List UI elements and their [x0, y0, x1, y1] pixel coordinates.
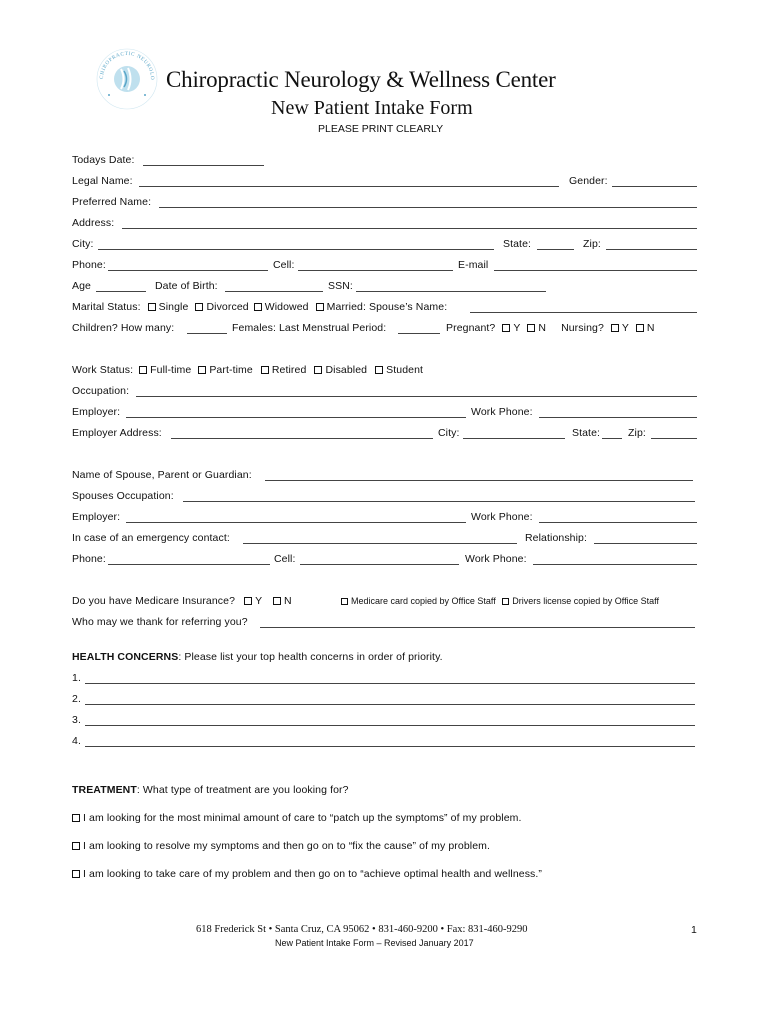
- city-field[interactable]: [98, 249, 494, 250]
- employer-state-label: State:: [572, 427, 601, 439]
- employer-field[interactable]: [126, 417, 466, 418]
- print-clearly-note: PLEASE PRINT CLEARLY: [318, 123, 444, 135]
- medicare-yes[interactable]: [244, 595, 262, 607]
- license-copied-label: Drivers license copied by Office Staff: [512, 596, 659, 606]
- gender-label: Gender:: [569, 175, 608, 187]
- center-logo: [95, 47, 159, 111]
- health-concerns-heading-row: [72, 651, 443, 663]
- ssn-label: SSN:: [328, 280, 353, 292]
- single-label: Single: [158, 301, 189, 313]
- preferred-name-label: Preferred Name:: [72, 196, 152, 208]
- disabled-option[interactable]: [314, 364, 367, 376]
- email-field[interactable]: [494, 270, 697, 271]
- license-copied-checkbox[interactable]: [502, 598, 509, 605]
- disabled-label: Disabled: [325, 364, 368, 376]
- disabled-checkbox[interactable]: [314, 366, 322, 374]
- divorced-option[interactable]: [195, 301, 248, 313]
- spouse-occupation-field[interactable]: [183, 501, 695, 502]
- treatment-question: : What type of treatment are you looking for?: [136, 784, 349, 796]
- part-time-option[interactable]: [198, 364, 253, 376]
- student-label: Student: [386, 364, 424, 376]
- age-field[interactable]: [96, 291, 146, 292]
- medicare-yes-checkbox[interactable]: [244, 597, 252, 605]
- nursing-yes[interactable]: [611, 322, 629, 334]
- nursing-no[interactable]: [636, 322, 655, 334]
- nursing-no-checkbox[interactable]: [636, 324, 644, 332]
- emergency-contact-field[interactable]: [243, 543, 517, 544]
- license-copied-option[interactable]: [502, 596, 659, 606]
- full-time-checkbox[interactable]: [139, 366, 147, 374]
- pregnant-yes-label: Y: [513, 322, 521, 334]
- address-field[interactable]: [122, 228, 697, 229]
- phone-label: Phone:: [72, 259, 106, 271]
- retired-option[interactable]: [261, 364, 307, 376]
- health-item-1-label: 1.: [72, 672, 81, 684]
- occupation-label: Occupation:: [72, 385, 130, 397]
- children-field[interactable]: [187, 333, 227, 334]
- marital-status-row: [72, 301, 447, 313]
- divorced-label: Divorced: [206, 301, 249, 313]
- emergency-work-phone-field[interactable]: [533, 564, 697, 565]
- footer-address: 618 Frederick St • Santa Cruz, CA 95062 • 831-460-9200 • Fax: 831-460-9290: [196, 924, 528, 935]
- marital-status-label: Marital Status:: [72, 301, 141, 313]
- office-staff-row: [341, 596, 659, 606]
- work-phone-label: Work Phone:: [471, 406, 533, 418]
- spouse-employer-field[interactable]: [126, 522, 466, 523]
- legal-name-label: Legal Name:: [72, 175, 133, 187]
- treatment-option-3-checkbox[interactable]: [72, 870, 80, 878]
- health-concerns-heading: HEALTH CONCERNS: [72, 651, 179, 663]
- health-item-2-label: 2.: [72, 693, 81, 705]
- single-option[interactable]: [148, 301, 189, 313]
- pregnant-yes[interactable]: [502, 322, 520, 334]
- treatment-option-3[interactable]: [72, 868, 542, 880]
- employer-zip-label: Zip:: [628, 427, 646, 439]
- medicare-copied-checkbox[interactable]: [341, 598, 348, 605]
- pregnant-no-label: N: [538, 322, 547, 334]
- nursing-no-label: N: [646, 322, 655, 334]
- treatment-heading-row: [72, 784, 349, 796]
- lmp-label: Females: Last Menstrual Period:: [232, 322, 387, 334]
- health-item-3-field[interactable]: [85, 725, 695, 726]
- medicare-yes-label: Y: [255, 595, 262, 607]
- cell-field[interactable]: [298, 270, 453, 271]
- emergency-cell-label: Cell:: [274, 553, 296, 565]
- work-status-row: [72, 364, 423, 376]
- gender-field[interactable]: [612, 186, 697, 187]
- part-time-label: Part-time: [209, 364, 253, 376]
- spouse-work-phone-field[interactable]: [539, 522, 697, 523]
- student-option[interactable]: [375, 364, 423, 376]
- address-label: Address:: [72, 217, 115, 229]
- employer-label: Employer:: [72, 406, 121, 418]
- center-title: Chiropractic Neurology & Wellness Center: [166, 67, 556, 92]
- widowed-option[interactable]: [254, 301, 309, 313]
- relationship-label: Relationship:: [525, 532, 588, 544]
- medicare-no-checkbox[interactable]: [273, 597, 281, 605]
- single-checkbox[interactable]: [148, 303, 156, 311]
- ssn-field[interactable]: [356, 291, 546, 292]
- treatment-heading: TREATMENT: [72, 784, 137, 796]
- treatment-option-2[interactable]: [72, 840, 490, 852]
- zip-label: Zip:: [583, 238, 601, 250]
- student-checkbox[interactable]: [375, 366, 383, 374]
- treatment-option-2-checkbox[interactable]: [72, 842, 80, 850]
- widowed-checkbox[interactable]: [254, 303, 262, 311]
- age-label: Age: [72, 280, 91, 292]
- dob-label: Date of Birth:: [155, 280, 218, 292]
- emergency-work-phone-label: Work Phone:: [465, 553, 527, 565]
- dob-field[interactable]: [225, 291, 323, 292]
- treatment-option-1[interactable]: [72, 812, 522, 824]
- todays-date-field[interactable]: [143, 165, 264, 166]
- employer-address-field[interactable]: [171, 438, 433, 439]
- emergency-phone-label: Phone:: [72, 553, 106, 565]
- retired-label: Retired: [271, 364, 307, 376]
- phone-field[interactable]: [108, 270, 268, 271]
- city-label: City:: [72, 238, 94, 250]
- logo-ring-text: CHIROPRACTIC NEUROLO: [98, 50, 156, 81]
- treatment-option-1-label: I am looking for the most minimal amount of care to “patch up the symptoms” of my problem.: [83, 812, 522, 824]
- children-label: Children? How many:: [72, 322, 175, 334]
- guardian-name-label: Name of Spouse, Parent or Guardian:: [72, 469, 252, 481]
- emergency-phone-field[interactable]: [108, 564, 270, 565]
- retired-checkbox[interactable]: [261, 366, 269, 374]
- medicare-copied-label: Medicare card copied by Office Staff: [351, 596, 496, 606]
- treatment-option-1-checkbox[interactable]: [72, 814, 80, 822]
- health-item-2-field[interactable]: [85, 704, 695, 705]
- health-concerns-instruction: : Please list your top health concerns in order of priority.: [178, 651, 443, 663]
- health-item-3-label: 3.: [72, 714, 81, 726]
- referral-field[interactable]: [260, 627, 695, 628]
- emergency-cell-field[interactable]: [300, 564, 459, 565]
- medicare-row: [72, 595, 292, 607]
- health-item-1-field[interactable]: [85, 683, 695, 684]
- medicare-no[interactable]: [273, 595, 292, 607]
- work-status-label: Work Status:: [72, 364, 134, 376]
- health-item-4-field[interactable]: [85, 746, 695, 747]
- guardian-name-field[interactable]: [265, 480, 693, 481]
- lmp-field[interactable]: [398, 333, 440, 334]
- married-label: Married: Spouse’s Name:: [326, 301, 448, 313]
- married-checkbox[interactable]: [316, 303, 324, 311]
- nursing-yes-label: Y: [621, 322, 629, 334]
- pregnant-no[interactable]: [527, 322, 546, 334]
- todays-date-label: Todays Date:: [72, 154, 135, 166]
- part-time-checkbox[interactable]: [198, 366, 206, 374]
- employer-city-label: City:: [438, 427, 460, 439]
- state-label: State:: [503, 238, 532, 250]
- widowed-label: Widowed: [264, 301, 309, 313]
- relationship-field[interactable]: [594, 543, 697, 544]
- preferred-name-field[interactable]: [159, 207, 697, 208]
- full-time-option[interactable]: [139, 364, 191, 376]
- medicare-question: Do you have Medicare Insurance?: [72, 595, 236, 607]
- cell-label: Cell:: [273, 259, 295, 271]
- employer-address-label: Employer Address:: [72, 427, 162, 439]
- treatment-option-2-label: I am looking to resolve my symptoms and then go on to “fix the cause” of my problem.: [83, 840, 490, 852]
- work-phone-field[interactable]: [539, 417, 697, 418]
- nursing-label: Nursing?: [561, 322, 604, 334]
- full-time-label: Full-time: [150, 364, 192, 376]
- divorced-checkbox[interactable]: [195, 303, 203, 311]
- pregnant-row: [446, 322, 655, 334]
- page-number: 1: [691, 924, 697, 936]
- email-label: E-mail: [458, 259, 489, 271]
- spouse-work-phone-label: Work Phone:: [471, 511, 533, 523]
- health-item-4-label: 4.: [72, 735, 81, 747]
- employer-city-field[interactable]: [463, 438, 565, 439]
- employer-state-field[interactable]: [602, 438, 622, 439]
- pregnant-yes-checkbox[interactable]: [502, 324, 510, 332]
- medicare-copied-option[interactable]: [341, 596, 496, 606]
- legal-name-field[interactable]: [139, 186, 559, 187]
- pregnant-no-checkbox[interactable]: [527, 324, 535, 332]
- spouse-name-field[interactable]: [470, 312, 697, 313]
- state-field[interactable]: [537, 249, 574, 250]
- treatment-option-3-label: I am looking to take care of my problem and then go on to “achieve optimal health and wellness.”: [83, 868, 543, 880]
- occupation-field[interactable]: [136, 396, 697, 397]
- referral-label: Who may we thank for referring you?: [72, 616, 248, 628]
- spouse-employer-label: Employer:: [72, 511, 121, 523]
- medicare-no-label: N: [284, 595, 292, 607]
- pregnant-label: Pregnant?: [446, 322, 496, 334]
- footer-revision: New Patient Intake Form – Revised January 2017: [275, 938, 474, 948]
- zip-field[interactable]: [606, 249, 697, 250]
- emergency-contact-label: In case of an emergency contact:: [72, 532, 230, 544]
- spouse-occupation-label: Spouses Occupation:: [72, 490, 174, 502]
- nursing-yes-checkbox[interactable]: [611, 324, 619, 332]
- form-title: New Patient Intake Form: [271, 97, 473, 119]
- married-option[interactable]: [316, 301, 448, 313]
- employer-zip-field[interactable]: [651, 438, 697, 439]
